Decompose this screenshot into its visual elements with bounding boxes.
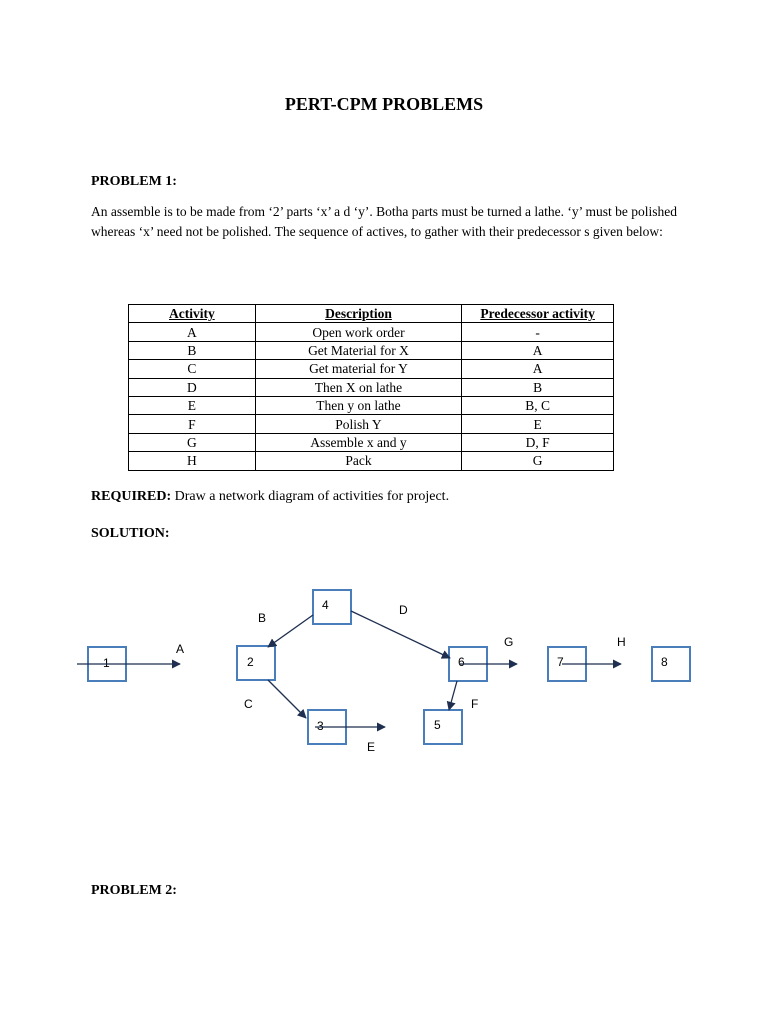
cell-activity: H: [129, 452, 256, 470]
solution-heading: SOLUTION:: [91, 526, 170, 541]
node-5: [424, 710, 462, 744]
header-predecessor: Predecessor activity: [462, 305, 614, 323]
node-5-label: 5: [434, 718, 441, 732]
cell-description: Open work order: [255, 323, 462, 341]
edge-label-c: C: [244, 697, 253, 711]
cell-description: Assemble x and y: [255, 433, 462, 451]
cell-description: Pack: [255, 452, 462, 470]
edge-label-h: H: [617, 635, 626, 649]
cell-predecessor: G: [462, 452, 614, 470]
cell-description: Polish Y: [255, 415, 462, 433]
edge-b-arrow: [268, 615, 313, 647]
cell-activity: A: [129, 323, 256, 341]
cell-activity: B: [129, 341, 256, 359]
edge-label-b: B: [258, 611, 267, 625]
header-activity: Activity: [129, 305, 256, 323]
page-title: PERT-CPM PROBLEMS: [284, 94, 484, 114]
node-3-label: 3: [317, 719, 324, 733]
cell-activity: C: [129, 360, 256, 378]
edge-label-d: D: [399, 603, 408, 617]
node-2-label: 2: [247, 655, 254, 669]
required-text: Draw a network diagram of activities for project.: [174, 489, 450, 504]
node-4-label: 4: [322, 598, 329, 612]
cell-predecessor: B: [462, 378, 614, 396]
required-label: REQUIRED:: [91, 489, 172, 504]
cell-predecessor: B, C: [462, 396, 614, 414]
node-1-label: 1: [103, 656, 110, 670]
cell-predecessor: -: [462, 323, 614, 341]
header-description: Description: [255, 305, 462, 323]
cell-activity: E: [129, 396, 256, 414]
cell-description: Then X on lathe: [255, 378, 462, 396]
cell-activity: G: [129, 433, 256, 451]
edge-label-a: A: [176, 642, 185, 656]
problem1-text: An assemble is to be made from ‘2’ parts ‘x’ a d ‘y’. Botha parts must be turned a lathe. ‘y’ must be polished whereas ‘x’ need not be polished. The sequence of actives, to gather with their predecessor s given below:: [91, 204, 677, 239]
cell-description: Get material for Y: [255, 360, 462, 378]
edge-label-g: G: [504, 635, 514, 649]
cell-predecessor: A: [462, 341, 614, 359]
problem2-heading: PROBLEM 2:: [91, 883, 177, 898]
cell-predecessor: E: [462, 415, 614, 433]
cell-predecessor: A: [462, 360, 614, 378]
cell-description: Then y on lathe: [255, 396, 462, 414]
node-8-label: 8: [661, 655, 668, 669]
node-6-label: 6: [458, 655, 465, 669]
cell-activity: D: [129, 378, 256, 396]
node-8: [652, 647, 690, 681]
node-2: [237, 646, 275, 680]
cell-activity: F: [129, 415, 256, 433]
node-4: [313, 590, 351, 624]
cell-description: Get Material for X: [255, 341, 462, 359]
problem1-heading: PROBLEM 1:: [91, 174, 177, 189]
edge-d-arrow: [351, 611, 450, 658]
node-7-label: 7: [557, 655, 564, 669]
edge-c-arrow: [268, 680, 306, 718]
cell-predecessor: D, F: [462, 433, 614, 451]
edge-label-e: E: [367, 740, 376, 754]
edge-label-f: F: [471, 697, 479, 711]
edge-f-arrow: [449, 681, 457, 710]
